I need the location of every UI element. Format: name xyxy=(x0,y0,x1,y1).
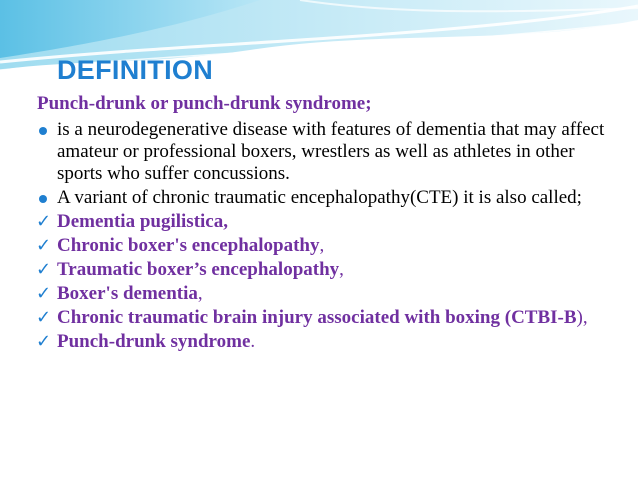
slide-body xyxy=(37,93,617,355)
checkmark-icon: ✓ xyxy=(36,259,52,280)
synonym-item xyxy=(37,235,617,257)
synonym-punct: , xyxy=(339,259,344,280)
checkmark-icon: ✓ xyxy=(36,307,52,328)
checkmark-icon: ✓ xyxy=(36,283,52,304)
synonym-item xyxy=(37,283,617,305)
synonym-term: Traumatic boxer’s encephalopathy xyxy=(57,259,340,280)
synonym-item xyxy=(37,331,617,353)
synonym-item xyxy=(37,211,617,233)
bullet-item xyxy=(37,119,617,185)
synonym-punct: , xyxy=(319,235,325,256)
bullet-dot-icon xyxy=(39,127,47,135)
bullet-dot-icon xyxy=(39,195,47,203)
checkmark-icon: ✓ xyxy=(36,331,52,352)
synonym-punct: . xyxy=(250,331,256,352)
bullet-text: A variant of chronic traumatic encephalopathy(CTE) it is also called; xyxy=(57,187,582,208)
synonym-punct: ), xyxy=(576,307,588,328)
synonym-term: Dementia pugilistica, xyxy=(57,211,228,232)
synonym-term: Boxer's dementia xyxy=(57,283,198,304)
synonym-punct: , xyxy=(197,283,203,304)
bullet-item xyxy=(37,187,617,209)
bullet-text: is a neurodegenerative disease with features of dementia that may affect amateur or professional boxers, wrestlers as well as athletes in other sports who suffer concussions. xyxy=(57,119,605,184)
synonym-term: Chronic traumatic brain injury associated with boxing (CTBI-B xyxy=(57,307,577,328)
checkmark-icon: ✓ xyxy=(36,211,52,232)
synonym-item xyxy=(37,307,617,329)
checkmark-icon: ✓ xyxy=(36,235,52,256)
slide-title: DEFINITION xyxy=(57,55,213,85)
definition-subheading: Punch-drunk or punch-drunk syndrome; xyxy=(37,93,372,114)
synonym-item xyxy=(37,259,617,281)
synonym-term: Chronic boxer's encephalopathy xyxy=(57,235,320,256)
synonym-term: Punch-drunk syndrome xyxy=(57,331,251,352)
